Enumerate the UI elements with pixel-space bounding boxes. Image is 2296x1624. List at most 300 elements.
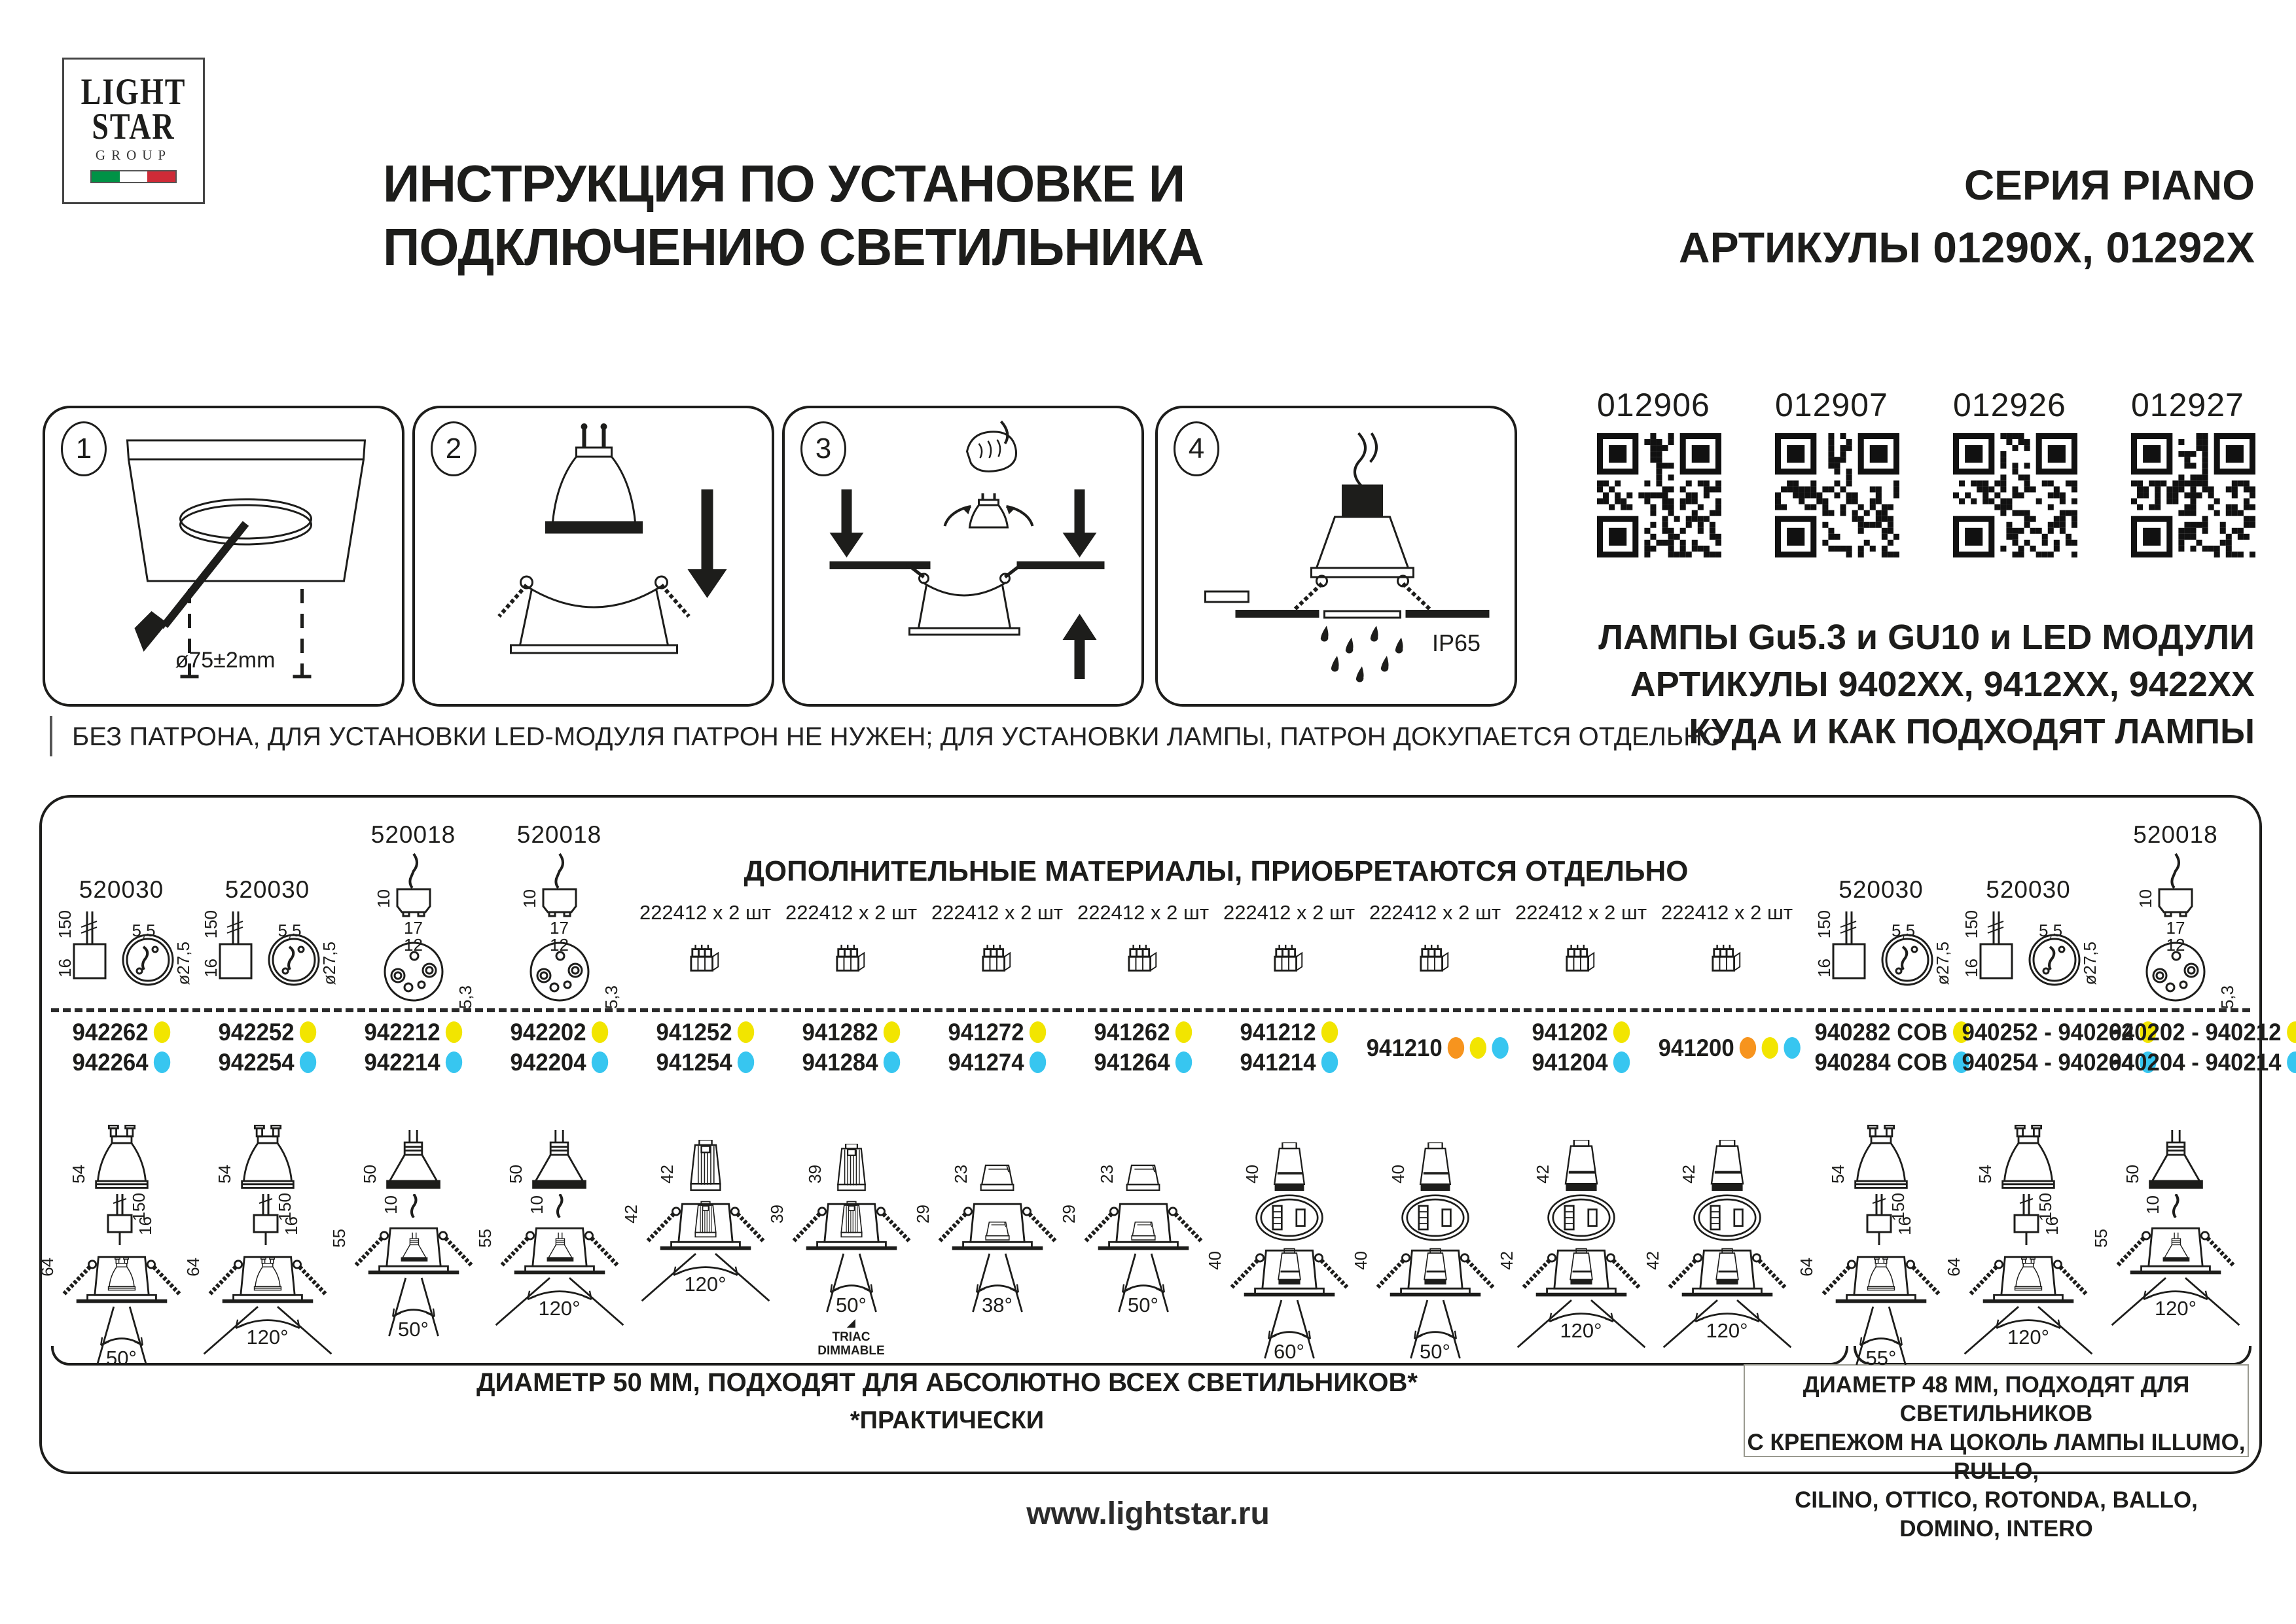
dimmable-note: ◢ TRIAC DIMMABLE (817, 1318, 885, 1358)
dimension-label: 10 (526, 1195, 547, 1214)
blue-color-dot (1030, 1051, 1046, 1073)
logo-text-group: GROUP (95, 147, 172, 163)
lamp-column (2091, 798, 2282, 1472)
recessed-fixture-view (1944, 1247, 2096, 1370)
lamp-articles (924, 1017, 1070, 1078)
recessed-fixture-view (1058, 1194, 1211, 1317)
fixture-drawing (1058, 1194, 1216, 1317)
lamps-info-line-2: АРТИКУЛЫ 9402ХХ, 9412ХХ, 9422ХХ (1630, 665, 2255, 704)
dimension-label: 23 (951, 1165, 971, 1184)
dimension-label: 29 (912, 1205, 933, 1224)
socket-section (486, 821, 632, 1013)
lamp-article: 941212 (1221, 1017, 1358, 1048)
lamp-column (1797, 798, 1952, 1472)
pin-diagram (526, 1194, 574, 1221)
dimension-label: 39 (766, 1205, 787, 1224)
dimension-label: 54 (214, 1165, 234, 1184)
socket-section (340, 821, 486, 1013)
recessed-fixture-view (2091, 1218, 2243, 1341)
dimension-label: 50 (2122, 1165, 2142, 1184)
material-section (778, 901, 924, 979)
lamp-articles (194, 1017, 340, 1078)
dimension-label: 64 (183, 1258, 203, 1277)
beam-angle-label: 120° (246, 1326, 289, 1349)
series-title: СЕРИЯ PIANO (1964, 162, 2255, 209)
material-article-label: 222412 х 2 шт (1369, 901, 1501, 924)
beam-angle-label: 50° (1128, 1294, 1158, 1316)
fixture-drawing (1350, 1194, 1508, 1364)
socket-diagram (486, 853, 632, 1013)
blue-color-dot (446, 1051, 462, 1073)
material-article-label: 222412 х 2 шт (1660, 901, 1793, 924)
lamp-article: 942214 (345, 1048, 482, 1078)
dimension-label: 29 (1058, 1205, 1079, 1224)
dimension-label: 54 (1975, 1165, 1995, 1184)
lamp-side-view (2122, 1130, 2207, 1195)
dimension-label: 42 (1532, 1165, 1552, 1184)
recessed-fixture-view (620, 1194, 773, 1317)
socket-diagram (194, 908, 340, 1009)
dimension-label: 40 (1242, 1165, 1262, 1184)
website-url: www.lightstar.ru (1026, 1496, 1270, 1531)
lamp-side-view (804, 1144, 876, 1195)
lamps-info-line-1: ЛАМПЫ Gu5.3 и GU10 и LED МОДУЛИ (1598, 618, 2255, 657)
fixture-drawing (1944, 1193, 2099, 1370)
dimension-label: 55 (2091, 1229, 2111, 1248)
blue-color-dot (2287, 1051, 2296, 1073)
dimension-label: 150 (128, 1193, 149, 1222)
qr-code (2131, 386, 2257, 557)
connector-icon (1562, 943, 1600, 976)
title-line-1: ИНСТРУКЦИЯ ПО УСТАНОВКЕ И (383, 154, 1185, 213)
dimension-label: 5,5 (2039, 921, 2063, 940)
dimension-label: 16 (1895, 1216, 1914, 1235)
fixture-drawing (329, 1194, 486, 1341)
lamp-article: 941272 (929, 1017, 1066, 1048)
yellow-color-dot (2287, 1021, 2296, 1043)
connector-icon (1270, 943, 1308, 976)
lamp-column (1496, 798, 1654, 1472)
dimension-label: 42 (656, 1165, 677, 1184)
qr-code (1597, 386, 1723, 557)
step-3-box (782, 406, 1144, 707)
socket-article-label: 520018 (516, 821, 602, 848)
dimension-label: 5,5 (278, 921, 302, 940)
beam-angle-label: 55° (1865, 1347, 1897, 1369)
lamp-articles (340, 1017, 486, 1078)
fixture-drawing (620, 1194, 778, 1317)
material-section (1508, 901, 1654, 979)
qr-code-image (1775, 433, 1899, 557)
lamp-article: 941252 (637, 1017, 774, 1048)
blue-color-dot (154, 1051, 170, 1073)
dimension-label: 64 (37, 1258, 57, 1277)
dimension-label: 5,3 (601, 985, 621, 1009)
dimension-label: 42 (1678, 1165, 1698, 1184)
qr-article-label: 012926 (1953, 387, 2066, 423)
material-article-label: 222412 х 2 шт (785, 901, 918, 924)
blue-color-dot (884, 1051, 900, 1073)
dimension-label: 5,3 (2217, 985, 2237, 1009)
lamp-column (1944, 798, 2134, 1472)
blue-color-dot (1492, 1037, 1509, 1059)
dimension-label: 150 (1888, 1193, 1908, 1222)
recessed-fixture-view (1350, 1241, 1503, 1364)
yellow-color-dot (446, 1021, 462, 1043)
lamp-column (912, 798, 1070, 1472)
lamp-side-view (1388, 1142, 1460, 1195)
logo-text-star: STAR (92, 105, 175, 147)
connector-icon (1124, 943, 1162, 976)
fixture-drawing (37, 1193, 194, 1370)
material-article-label: 222412 х 2 шт (1515, 901, 1647, 924)
lamp-drawing (48, 1080, 194, 1195)
material-article-label: 222412 х 2 шт (1077, 901, 1210, 924)
lamp-article: 941202 (1513, 1017, 1650, 1048)
lamp-side-view (951, 1163, 1021, 1195)
blue-color-dot (592, 1051, 608, 1073)
dimension-label: 16 (281, 1216, 301, 1235)
socket-diagram (2105, 853, 2246, 1013)
dimension-label: 16 (1814, 959, 1834, 978)
material-section (632, 901, 778, 979)
lamp-column (1350, 798, 1508, 1472)
beam-angle-label: 50° (106, 1347, 137, 1369)
dimension-label: 5,3 (455, 985, 475, 1009)
lamp-drawing (1362, 1080, 1508, 1195)
fixture-drawing (183, 1193, 340, 1370)
beam-angle-label: 120° (1706, 1319, 1748, 1342)
dimension-label: ø27,5 (1933, 942, 1952, 985)
dimension-label: 150 (274, 1193, 295, 1222)
lamp-column (1642, 798, 1800, 1472)
blue-color-dot (1321, 1051, 1338, 1073)
lamp-drawing (1958, 1080, 2099, 1195)
yellow-color-dot (592, 1021, 608, 1043)
lamp-articles (1070, 1017, 1216, 1078)
recessed-fixture-view (475, 1218, 627, 1341)
socket-diagram (1810, 908, 1952, 1009)
dimension-label: 50 (506, 1165, 526, 1184)
lamp-drawing (632, 1080, 778, 1195)
yellow-color-dot (884, 1021, 900, 1043)
dimension-label: 12 (404, 935, 423, 955)
dimension-label: 12 (2166, 935, 2185, 955)
dimension-label: 54 (1828, 1165, 1848, 1184)
lamp-articles (1654, 1017, 1800, 1063)
orange-color-dot (1740, 1037, 1756, 1059)
dimension-label: 16 (200, 959, 221, 978)
socket-article-label: 520030 (1986, 876, 2071, 903)
socket-diagram (48, 908, 194, 1009)
beam-angle-label: 120° (1560, 1319, 1602, 1342)
recessed-fixture-view (329, 1218, 481, 1341)
pin-diagram (2143, 1194, 2190, 1221)
dimension-label: 42 (1642, 1251, 1662, 1270)
dimension-label: 40 (1388, 1165, 1408, 1184)
orange-color-dot (1448, 1037, 1464, 1059)
mount-fixture-diagram (790, 417, 1134, 699)
ip-rating-label: IP65 (1431, 629, 1480, 656)
lamp-article: 940282 COB (1814, 1017, 1947, 1048)
dimension-label: 10 (2143, 1195, 2162, 1214)
yellow-color-dot (1470, 1037, 1486, 1059)
lamp-side-view (1242, 1142, 1314, 1195)
lamp-article: 942252 (199, 1017, 336, 1048)
lamp-side-view (656, 1140, 732, 1195)
lamp-column (620, 798, 778, 1472)
qr-article-label: 012907 (1775, 387, 1888, 423)
fixture-drawing (912, 1194, 1070, 1317)
beam-angle-label: 50° (836, 1294, 867, 1316)
flag-white (120, 171, 148, 182)
fixture-drawing (1204, 1194, 1362, 1364)
recessed-fixture-view (766, 1194, 919, 1358)
yellow-color-dot (1321, 1021, 1338, 1043)
dimension-label: 12 (550, 935, 569, 955)
yellow-color-dot (738, 1021, 754, 1043)
flag-red (147, 171, 175, 182)
fixture-drawing (1642, 1194, 1800, 1364)
lamps-info-line-3: КУДА И КАК ПОДХОДЯТ ЛАМПЫ (1689, 712, 2255, 751)
blue-color-dot (738, 1051, 754, 1073)
lamp-drawing (486, 1080, 632, 1195)
beam-angle-label: 50° (1420, 1340, 1450, 1363)
yellow-color-dot (1613, 1021, 1630, 1043)
blue-color-dot (1784, 1037, 1801, 1059)
dimension-label: ø27,5 (319, 942, 339, 985)
dimension-label: 16 (1962, 959, 1981, 978)
lamp-drawing (1216, 1080, 1362, 1195)
dimension-label: 150 (1962, 910, 1981, 939)
connector-icon (978, 943, 1016, 976)
step-number: 2 (431, 421, 476, 476)
dimension-label: 5,5 (132, 921, 156, 940)
recessed-fixture-view (1797, 1247, 1948, 1370)
socket-article-label: 520030 (79, 876, 164, 903)
lamp-article: 941282 (783, 1017, 920, 1048)
lamp-article: 940204 - 940214 (2109, 1048, 2242, 1078)
dimension-label: 40 (1204, 1251, 1225, 1270)
title-line-2: ПОДКЛЮЧЕНИЮ СВЕТИЛЬНИКА (383, 218, 1204, 276)
lamp-article: 942262 (53, 1017, 190, 1048)
material-section (1070, 901, 1216, 979)
dimension-label: 23 (1097, 1165, 1117, 1184)
lamp-article: 942204 (491, 1048, 628, 1078)
lamp-articles (1508, 1017, 1654, 1078)
lamp-articles (778, 1017, 924, 1078)
lamp-side-view (1828, 1125, 1912, 1195)
step-1-box (43, 406, 404, 707)
caption-50mm-line-2: *ПРАКТИЧЕСКИ (850, 1407, 1045, 1434)
qr-code (1775, 386, 1901, 557)
qr-code-image (1597, 433, 1721, 557)
recessed-fixture-view (37, 1247, 189, 1370)
material-section (1654, 901, 1800, 979)
lamp-article: 940284 COB (1814, 1048, 1947, 1078)
fixture-drawing (475, 1194, 632, 1341)
socket-section (48, 876, 194, 1009)
material-article-label: 222412 х 2 шт (639, 901, 772, 924)
led-module-face (1546, 1194, 1617, 1244)
dimension-label: 150 (2036, 1193, 2055, 1222)
lamp-side-view (1975, 1125, 2059, 1195)
step-number: 4 (1174, 421, 1219, 476)
socket-section (1958, 876, 2099, 1009)
lamp-side-view (506, 1130, 590, 1195)
beam-angle-label: 120° (2154, 1297, 2197, 1320)
material-article-label: 222412 х 2 шт (1223, 901, 1355, 924)
articles-title: АРТИКУЛЫ 01290Х, 01292Х (1678, 223, 2255, 272)
lamp-side-view (214, 1125, 298, 1195)
lamp-drawing (924, 1080, 1070, 1195)
lamp-column (183, 798, 340, 1472)
dimension-label: 55 (329, 1229, 349, 1248)
fixture-drawing (1797, 1193, 1952, 1370)
note-divider (50, 716, 52, 756)
cutout-diameter-label: ø75±2mm (175, 648, 276, 673)
materials-title: ДОПОЛНИТЕЛЬНЫЕ МАТЕРИАЛЫ, ПРИОБРЕТАЮТСЯ ОТДЕЛЬНО (744, 855, 1689, 887)
beam-angle-label: 50° (398, 1318, 429, 1341)
dimension-label: 16 (2042, 1216, 2062, 1235)
led-module-face (1692, 1194, 1763, 1244)
dimension-label: 150 (54, 910, 75, 939)
lamp-article: 941262 (1075, 1017, 1212, 1048)
lamp-drawing (2105, 1080, 2246, 1195)
lamp-article: 940252 - 940262 (1962, 1017, 2094, 1048)
dimension-label: 150 (200, 910, 221, 939)
lightstar-logo (62, 58, 205, 204)
fixture-drawing (1496, 1194, 1654, 1364)
lamp-column (766, 798, 924, 1472)
lamp-article: 940202 - 940212 (2109, 1017, 2242, 1048)
socket-diagram (1958, 908, 2099, 1009)
lamp-side-view (68, 1125, 152, 1195)
lamp-column (1058, 798, 1216, 1472)
dimension-label: 10 (2136, 889, 2155, 908)
material-section (1216, 901, 1362, 979)
beam-angle-label: 120° (2007, 1326, 2050, 1349)
dimension-label: 10 (380, 1195, 401, 1214)
blue-color-dot (1175, 1051, 1192, 1073)
connector-icon (1416, 943, 1454, 976)
socket-diagram (340, 853, 486, 1013)
dimension-label: 150 (1814, 910, 1834, 939)
lamp-article: 942264 (53, 1048, 190, 1078)
yellow-color-dot (154, 1021, 170, 1043)
dimmer-icon: ◢ (847, 1318, 855, 1329)
socket-article-label: 520030 (224, 876, 310, 903)
lamp-article: 941200 (1659, 1033, 1796, 1063)
lamp-articles (1216, 1017, 1362, 1078)
lamp-article: 942202 (491, 1017, 628, 1048)
beam-angle-label: 60° (1274, 1340, 1304, 1363)
lamp-article: 941254 (637, 1048, 774, 1078)
lamp-articles (1958, 1017, 2134, 1078)
lamp-articles (48, 1017, 194, 1078)
lamp-articles (2105, 1017, 2282, 1078)
material-section (1362, 901, 1508, 979)
lamp-article: 941264 (1075, 1048, 1212, 1078)
blue-color-dot (300, 1051, 316, 1073)
italian-flag-icon (90, 170, 177, 183)
qr-code-image (2131, 433, 2255, 557)
lamp-drawing (340, 1080, 486, 1195)
yellow-color-dot (1175, 1021, 1192, 1043)
socket-article-label: 520018 (2133, 821, 2218, 848)
yellow-color-dot (300, 1021, 316, 1043)
dimension-label: 64 (1944, 1258, 1964, 1277)
connector-icon (1708, 943, 1746, 976)
dimension-label: 50 (360, 1165, 380, 1184)
dimension-label: 17 (404, 918, 423, 938)
dimension-label: 17 (550, 918, 569, 938)
lamp-column (475, 798, 632, 1472)
qr-code (1953, 386, 2079, 557)
lamp-article: 942254 (199, 1048, 336, 1078)
beam-angle-label: 38° (982, 1294, 1013, 1316)
connector-icon (687, 943, 725, 976)
caption-48mm-line-3: CILINO, OTTICO, ROTONDA, BALLO, DOMINO, INTERO (1795, 1487, 2198, 1542)
cable-diagram (2005, 1193, 2062, 1250)
dimension-label: 10 (519, 889, 539, 908)
lamp-articles (632, 1017, 778, 1078)
dimension-label: 54 (68, 1165, 88, 1184)
caption-50mm-line-1: ДИАМЕТР 50 ММ, ПОДХОДЯТ ДЛЯ АБСОЛЮТНО ВСЕХ СВЕТИЛЬНИКОВ* (476, 1368, 1418, 1397)
caption-48mm-line-1: ДИАМЕТР 48 ММ, ПОДХОДЯТ ДЛЯ СВЕТИЛЬНИКОВ (1803, 1372, 2190, 1426)
recessed-fixture-view (1642, 1241, 1795, 1364)
socket-section (2105, 821, 2246, 1013)
lamp-column (37, 798, 194, 1472)
step-number: 3 (800, 421, 846, 476)
recessed-fixture-view (912, 1194, 1065, 1317)
dimension-label: 16 (135, 1216, 155, 1235)
lamp-articles (1362, 1017, 1508, 1063)
recessed-fixture-view (1204, 1241, 1357, 1364)
socket-note: БЕЗ ПАТРОНА, ДЛЯ УСТАНОВКИ LED-МОДУЛЯ ПАТРОН НЕ НУЖЕН; ДЛЯ УСТАНОВКИ ЛАМПЫ, ПАТРОН ДОКУПАЕТСЯ ОТДЕЛЬНО (72, 722, 1723, 751)
step-2-box (412, 406, 774, 707)
page-title (383, 152, 1204, 279)
lamp-article: 941214 (1221, 1048, 1358, 1078)
lamp-side-view (1678, 1140, 1753, 1195)
blue-color-dot (1613, 1051, 1630, 1073)
lamp-drawing (1070, 1080, 1216, 1195)
lamp-side-view (1097, 1163, 1167, 1195)
lamp-drawing (1654, 1080, 1800, 1195)
dimension-label: 64 (1797, 1258, 1816, 1277)
lamp-article: 941274 (929, 1048, 1066, 1078)
step-4-box (1155, 406, 1517, 707)
dimension-label: 40 (1350, 1251, 1371, 1270)
qr-code-image (1953, 433, 2077, 557)
dimension-label: 16 (54, 959, 75, 978)
logo-text-light: LIGHT (81, 70, 187, 113)
led-module-face (1254, 1194, 1325, 1244)
lamp-article: 941210 (1367, 1033, 1504, 1063)
socket-article-label: 520018 (370, 821, 456, 848)
lamp-side-view (1532, 1140, 1607, 1195)
cable-diagram (245, 1193, 301, 1250)
dimension-label: ø27,5 (2080, 942, 2100, 985)
step-number: 1 (61, 421, 107, 476)
fixture-drawing (766, 1194, 924, 1358)
qr-article-label: 012906 (1597, 387, 1710, 423)
pin-diagram (380, 1194, 428, 1221)
dimension-label: 55 (475, 1229, 495, 1248)
beam-angle-label: 120° (538, 1297, 581, 1320)
lamp-drawing (778, 1080, 924, 1195)
lamp-article: 941204 (1513, 1048, 1650, 1078)
